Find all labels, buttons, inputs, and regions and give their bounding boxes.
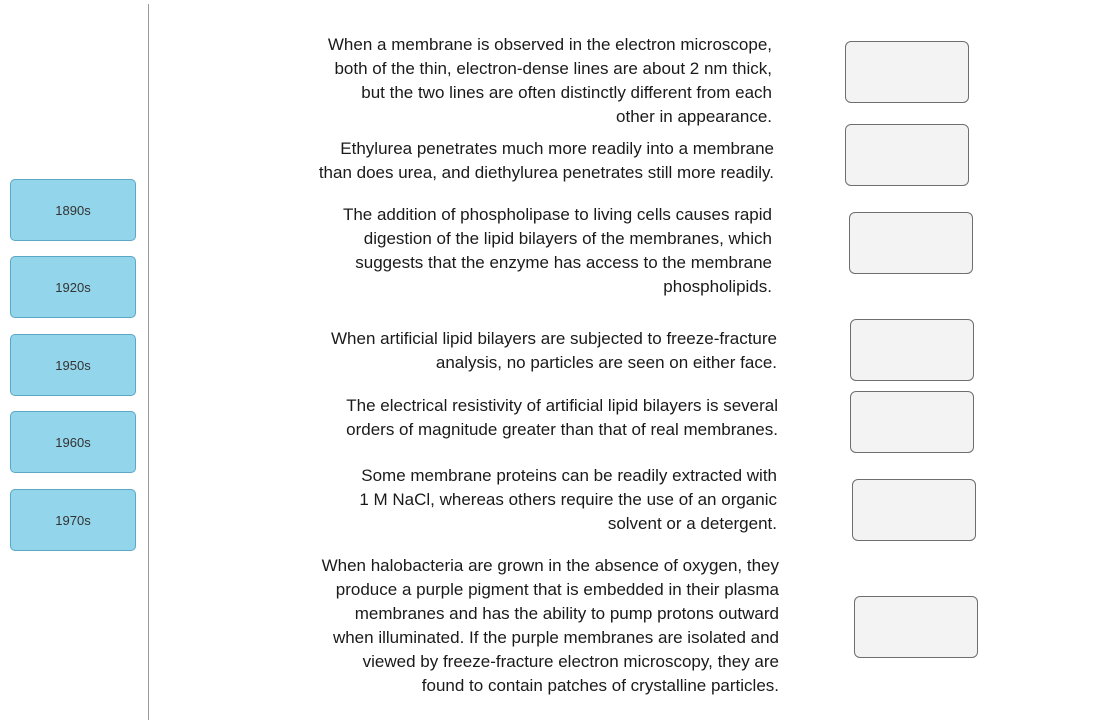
drag-item-1970s[interactable]: 1970s bbox=[10, 489, 136, 551]
statement-line: analysis, no particles are seen on either face. bbox=[435, 353, 777, 372]
drag-item-1960s[interactable]: 1960s bbox=[10, 411, 136, 473]
statement-line: 1 M NaCl, whereas others require the use of an organic bbox=[359, 490, 777, 509]
statement-line: than does urea, and diethylurea penetrates still more readily. bbox=[318, 163, 774, 182]
statement-line: orders of magnitude greater than that of real membranes. bbox=[346, 420, 778, 439]
statement-line: but the two lines are often distinctly different from each bbox=[361, 83, 772, 102]
statement-line: solvent or a detergent. bbox=[607, 514, 777, 533]
drop-target-4[interactable] bbox=[850, 319, 974, 381]
drop-target-7[interactable] bbox=[854, 596, 978, 658]
statement-line: Ethylurea penetrates much more readily into a membrane bbox=[340, 139, 774, 158]
drop-target-3[interactable] bbox=[849, 212, 973, 274]
statement-line: When artificial lipid bilayers are subjected to freeze-fracture bbox=[331, 329, 777, 348]
statement-line: membranes and has the ability to pump protons outward bbox=[354, 604, 779, 623]
drop-target-2[interactable] bbox=[845, 124, 969, 186]
statement-line: When a membrane is observed in the electron microscope, bbox=[327, 35, 772, 54]
statement-line: The addition of phospholipase to living cells causes rapid bbox=[342, 205, 772, 224]
statement-5 bbox=[346, 394, 778, 442]
statement-line: when illuminated. If the purple membranes are isolated and bbox=[332, 628, 779, 647]
drag-item-1950s[interactable]: 1950s bbox=[10, 334, 136, 396]
statement-line: found to contain patches of crystalline particles. bbox=[421, 676, 779, 695]
statement-line: When halobacteria are grown in the absence of oxygen, they bbox=[321, 556, 779, 575]
statement-7 bbox=[322, 554, 779, 698]
statement-line: other in appearance. bbox=[616, 107, 772, 126]
drop-target-6[interactable] bbox=[852, 479, 976, 541]
statement-line: suggests that the enzyme has access to the membrane bbox=[355, 253, 772, 272]
statement-list bbox=[160, 0, 779, 720]
drop-target-5[interactable] bbox=[850, 391, 974, 453]
statement-line: The electrical resistivity of artificial lipid bilayers is several bbox=[346, 396, 778, 415]
statement-6 bbox=[359, 464, 777, 536]
statement-line: both of the thin, electron-dense lines are about 2 nm thick, bbox=[334, 59, 772, 78]
drag-item-1890s[interactable]: 1890s bbox=[10, 179, 136, 241]
drag-item-1920s[interactable]: 1920s bbox=[10, 256, 136, 318]
statement-1 bbox=[328, 33, 772, 129]
statement-3 bbox=[343, 203, 772, 299]
statement-line: phospholipids. bbox=[663, 277, 772, 296]
statement-line: produce a purple pigment that is embedded in their plasma bbox=[335, 580, 779, 599]
statement-2 bbox=[319, 137, 774, 185]
drop-target-1[interactable] bbox=[845, 41, 969, 103]
column-divider bbox=[148, 4, 149, 720]
statement-line: viewed by freeze-fracture electron microscopy, they are bbox=[362, 652, 779, 671]
statement-line: Some membrane proteins can be readily extracted with bbox=[361, 466, 777, 485]
statement-4 bbox=[331, 327, 777, 375]
statement-line: digestion of the lipid bilayers of the membranes, which bbox=[363, 229, 772, 248]
